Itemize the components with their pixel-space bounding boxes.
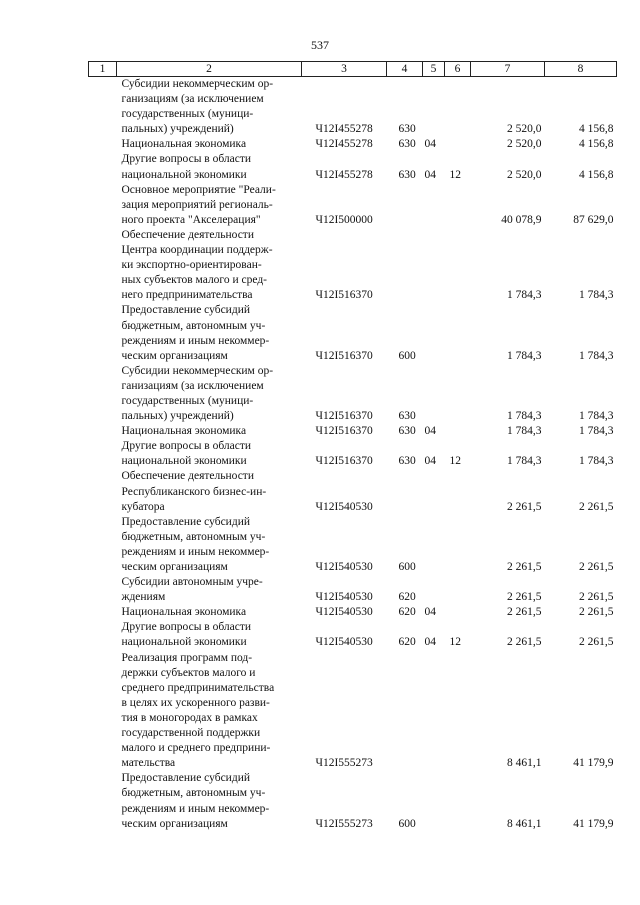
row-subsection-cell: 12 xyxy=(449,455,461,468)
row-code-cell: Ч12I516370 xyxy=(315,289,373,302)
row-amount-year2-cell: 2 261,5 xyxy=(579,606,614,619)
row-code-cell: Ч12I455278 xyxy=(315,138,373,151)
row-name-cell xyxy=(117,771,302,831)
row-section-cell: 04 xyxy=(424,455,436,468)
row-name-line: реждениям и иным некоммер- xyxy=(121,802,270,815)
table-row xyxy=(89,439,617,469)
row-subsection-cell xyxy=(445,424,471,439)
row-expense-type-cell: 630 xyxy=(398,425,416,438)
row-index-cell xyxy=(89,152,117,182)
table-row xyxy=(89,651,617,772)
row-amount-year2-cell: 4 156,8 xyxy=(579,168,614,181)
row-code-cell: Ч12I540530 xyxy=(315,561,373,573)
row-expense-type-cell: 630 xyxy=(398,123,416,136)
row-name-line: в целях их ускоренного разви- xyxy=(121,696,270,709)
row-code-cell: Ч12I555273 xyxy=(315,817,373,830)
row-name-line: государственных (муници- xyxy=(121,394,254,407)
row-expense-type-cell: 620 xyxy=(398,591,416,604)
row-index-cell xyxy=(89,515,117,575)
row-name-line: Другие вопросы в области xyxy=(121,153,252,166)
row-subsection-cell xyxy=(445,303,471,363)
row-section-cell xyxy=(423,77,445,138)
row-name-line: реждениям и иным некоммер- xyxy=(121,334,270,347)
row-name-line: ческим организациям xyxy=(121,349,228,362)
row-amount-year2-cell: 4 156,8 xyxy=(579,138,614,151)
row-amount-year1-cell: 2 261,5 xyxy=(507,500,542,513)
row-amount-year2-cell: 1 784,3 xyxy=(579,425,614,438)
header-col-8: 8 xyxy=(545,62,617,77)
row-name-line: пальных) учреждений) xyxy=(121,410,234,423)
row-subsection-cell xyxy=(445,651,471,772)
table-row xyxy=(89,605,617,620)
row-name-line: среднего предпринимательства xyxy=(121,681,275,694)
row-name-line: кубатора xyxy=(121,500,165,513)
row-name-line: Реализация программ под- xyxy=(121,651,253,664)
row-name-cell xyxy=(117,424,302,439)
row-amount-year2-cell: 87 629,0 xyxy=(573,213,614,226)
row-name-line: ческим организациям xyxy=(121,817,228,830)
row-name-line: ганизациям (за исключением xyxy=(121,379,264,392)
row-expense-type-cell xyxy=(387,228,423,303)
row-subsection-cell: 12 xyxy=(449,168,461,181)
row-amount-year2-cell: 1 784,3 xyxy=(579,410,614,423)
row-index-cell xyxy=(89,651,117,772)
row-section-cell xyxy=(423,575,445,605)
row-name-line: Предоставление субсидий xyxy=(121,772,250,785)
row-amount-year1-cell: 2 520,0 xyxy=(507,123,542,136)
row-amount-year1-cell: 1 784,3 xyxy=(507,455,542,468)
row-name-line: Национальная экономика xyxy=(121,425,247,438)
row-name-cell xyxy=(117,620,302,650)
row-name-line: Национальная экономика xyxy=(121,138,247,151)
row-name-line: бюджетным, автономным уч- xyxy=(121,787,266,800)
header-col-7: 7 xyxy=(471,62,545,77)
table-row xyxy=(89,228,617,303)
row-name-line: бюджетным, автономным уч- xyxy=(121,530,266,543)
row-section-cell xyxy=(423,303,445,363)
row-name-cell xyxy=(117,515,302,575)
row-expense-type-cell: 630 xyxy=(398,410,416,423)
row-amount-year2-cell: 2 261,5 xyxy=(579,500,614,513)
row-amount-year1-cell: 2 261,5 xyxy=(507,561,542,573)
row-section-cell: 04 xyxy=(424,168,436,181)
row-code-cell: Ч12I500000 xyxy=(315,213,373,226)
table-row xyxy=(89,469,617,514)
row-code-cell: Ч12I516370 xyxy=(315,425,373,438)
row-expense-type-cell xyxy=(387,651,423,772)
budget-table xyxy=(88,61,617,832)
row-name-line: ганизациям (за исключением xyxy=(121,93,264,106)
table-row xyxy=(89,183,617,228)
table-row xyxy=(89,77,617,138)
row-section-cell: 04 xyxy=(424,425,436,438)
row-expense-type-cell xyxy=(387,183,423,228)
row-amount-year1-cell: 2 520,0 xyxy=(507,138,542,151)
row-subsection-cell xyxy=(445,575,471,605)
row-name-line: ждениям xyxy=(121,591,166,604)
row-name-cell xyxy=(117,651,302,772)
row-name-line: него предпринимательства xyxy=(121,289,253,302)
row-name-line: государственной поддержки xyxy=(121,727,261,740)
row-name-line: государственных (муници- xyxy=(121,108,254,121)
row-subsection-cell xyxy=(445,137,471,152)
row-index-cell xyxy=(89,439,117,469)
row-code-cell: Ч12I540530 xyxy=(315,636,373,649)
table-row xyxy=(89,424,617,439)
header-col-2: 2 xyxy=(117,62,302,77)
row-expense-type-cell: 600 xyxy=(398,561,416,573)
row-code-cell: Ч12I540530 xyxy=(315,606,373,619)
table-row xyxy=(89,515,617,575)
row-amount-year2-cell: 41 179,9 xyxy=(573,757,614,770)
row-name-cell xyxy=(117,575,302,605)
row-section-cell xyxy=(423,651,445,772)
row-index-cell xyxy=(89,303,117,363)
table-row xyxy=(89,620,617,650)
row-expense-type-cell: 600 xyxy=(398,349,416,362)
row-subsection-cell xyxy=(445,364,471,424)
row-name-line: Субсидии некоммерческим ор- xyxy=(121,364,274,377)
table-row xyxy=(89,303,617,363)
row-amount-year2-cell: 2 261,5 xyxy=(579,591,614,604)
row-amount-year1-cell: 1 784,3 xyxy=(507,410,542,423)
row-name-line: Обеспечение деятельности xyxy=(121,470,254,483)
row-expense-type-cell: 630 xyxy=(398,138,416,151)
row-name-cell xyxy=(117,605,302,620)
row-name-cell xyxy=(117,137,302,152)
row-name-line: мательства xyxy=(121,757,176,770)
table-row xyxy=(89,152,617,182)
row-amount-year2-cell: 2 261,5 xyxy=(579,561,614,573)
row-code-cell: Ч12I540530 xyxy=(315,500,373,513)
row-section-cell xyxy=(423,364,445,424)
row-section-cell xyxy=(423,469,445,514)
row-index-cell xyxy=(89,77,117,138)
row-name-line: Национальная экономика xyxy=(121,606,247,619)
row-amount-year1-cell: 1 784,3 xyxy=(507,425,542,438)
row-subsection-cell xyxy=(445,469,471,514)
row-name-cell xyxy=(117,303,302,363)
row-index-cell xyxy=(89,364,117,424)
row-name-line: ки экспортно-ориентирован- xyxy=(121,259,262,272)
row-amount-year1-cell: 40 078,9 xyxy=(501,213,542,226)
row-subsection-cell xyxy=(445,77,471,138)
row-name-cell xyxy=(117,228,302,303)
row-name-line: Предоставление субсидий xyxy=(121,304,250,317)
row-name-line: малого и среднего предприни- xyxy=(121,742,271,755)
row-index-cell xyxy=(89,605,117,620)
row-name-line: бюджетным, автономным уч- xyxy=(121,319,266,332)
row-expense-type-cell: 630 xyxy=(398,168,416,181)
row-amount-year2-cell: 41 179,9 xyxy=(573,817,614,830)
row-name-line: Субсидии автономным учре- xyxy=(121,576,263,589)
table-row xyxy=(89,364,617,424)
row-subsection-cell xyxy=(445,183,471,228)
row-code-cell: Ч12I516370 xyxy=(315,455,373,468)
row-expense-type-cell xyxy=(387,469,423,514)
row-index-cell xyxy=(89,469,117,514)
row-name-line: Предоставление субсидий xyxy=(121,515,250,528)
row-index-cell xyxy=(89,228,117,303)
row-name-cell xyxy=(117,469,302,514)
row-section-cell: 04 xyxy=(424,606,436,619)
row-name-line: Другие вопросы в области xyxy=(121,440,252,453)
header-row xyxy=(89,62,617,77)
row-amount-year1-cell: 8 461,1 xyxy=(507,817,542,830)
row-amount-year2-cell: 4 156,8 xyxy=(579,123,614,136)
row-index-cell xyxy=(89,137,117,152)
row-subsection-cell xyxy=(445,515,471,575)
table-body xyxy=(89,77,617,832)
table-row xyxy=(89,137,617,152)
row-name-line: ческим организациям xyxy=(121,561,228,573)
row-name-cell xyxy=(117,152,302,182)
row-section-cell xyxy=(423,183,445,228)
row-name-line: держки субъектов малого и xyxy=(121,666,256,679)
row-subsection-cell xyxy=(445,228,471,303)
row-index-cell xyxy=(89,620,117,650)
row-section-cell xyxy=(423,515,445,575)
row-amount-year1-cell: 2 261,5 xyxy=(507,591,542,604)
row-name-line: Основное мероприятие "Реали- xyxy=(121,183,276,196)
row-name-line: тия в моногородах в рамках xyxy=(121,711,258,724)
row-name-line: Другие вопросы в области xyxy=(121,621,252,634)
row-subsection-cell: 12 xyxy=(449,636,461,649)
row-code-cell: Ч12I516370 xyxy=(315,410,373,423)
row-code-cell: Ч12I540530 xyxy=(315,591,373,604)
row-name-line: зация мероприятий региональ- xyxy=(121,198,273,211)
row-amount-year1-cell: 2 261,5 xyxy=(507,636,542,649)
row-name-line: пальных) учреждений) xyxy=(121,123,234,136)
row-amount-year1-cell: 8 461,1 xyxy=(507,757,542,770)
row-subsection-cell xyxy=(445,605,471,620)
row-code-cell: Ч12I516370 xyxy=(315,349,373,362)
row-amount-year1-cell: 1 784,3 xyxy=(507,289,542,302)
row-name-cell xyxy=(117,439,302,469)
row-expense-type-cell: 630 xyxy=(398,455,416,468)
row-name-line: национальной экономики xyxy=(121,168,247,181)
row-name-cell xyxy=(117,183,302,228)
row-expense-type-cell: 600 xyxy=(398,817,416,830)
header-col-5: 5 xyxy=(423,62,445,77)
row-expense-type-cell: 620 xyxy=(398,606,416,619)
row-section-cell xyxy=(423,771,445,831)
table-row xyxy=(89,771,617,831)
header-col-4: 4 xyxy=(387,62,423,77)
row-name-line: национальной экономики xyxy=(121,455,247,468)
header-col-6: 6 xyxy=(445,62,471,77)
row-name-line: ных субъектов малого и сред- xyxy=(121,274,268,287)
row-index-cell xyxy=(89,424,117,439)
row-amount-year1-cell: 1 784,3 xyxy=(507,349,542,362)
row-name-line: Республиканского бизнес-ин- xyxy=(121,485,267,498)
row-name-line: национальной экономики xyxy=(121,636,247,649)
row-name-line: Центра координации поддерж- xyxy=(121,244,273,257)
row-index-cell xyxy=(89,575,117,605)
row-section-cell: 04 xyxy=(424,636,436,649)
row-section-cell: 04 xyxy=(424,138,436,151)
row-index-cell xyxy=(89,771,117,831)
row-amount-year2-cell: 1 784,3 xyxy=(579,289,614,302)
row-name-line: Обеспечение деятельности xyxy=(121,228,254,241)
row-amount-year1-cell: 2 520,0 xyxy=(507,168,542,181)
row-amount-year2-cell: 2 261,5 xyxy=(579,636,614,649)
row-section-cell xyxy=(423,228,445,303)
row-subsection-cell xyxy=(445,771,471,831)
row-amount-year2-cell: 1 784,3 xyxy=(579,349,614,362)
table-row xyxy=(89,575,617,605)
row-amount-year1-cell: 2 261,5 xyxy=(507,606,542,619)
row-amount-year2-cell: 1 784,3 xyxy=(579,455,614,468)
row-index-cell xyxy=(89,183,117,228)
row-name-cell xyxy=(117,364,302,424)
row-code-cell: Ч12I455278 xyxy=(315,168,373,181)
header-col-3: 3 xyxy=(302,62,387,77)
row-name-cell xyxy=(117,77,302,138)
row-name-line: реждениям и иным некоммер- xyxy=(121,545,270,558)
page-number: 537 xyxy=(311,38,329,52)
row-name-line: Субсидии некоммерческим ор- xyxy=(121,78,274,90)
row-code-cell: Ч12I555273 xyxy=(315,757,373,770)
row-name-line: ного проекта "Акселерация" xyxy=(121,213,261,226)
row-code-cell: Ч12I455278 xyxy=(315,123,373,136)
header-col-1: 1 xyxy=(89,62,117,77)
row-expense-type-cell: 620 xyxy=(398,636,416,649)
